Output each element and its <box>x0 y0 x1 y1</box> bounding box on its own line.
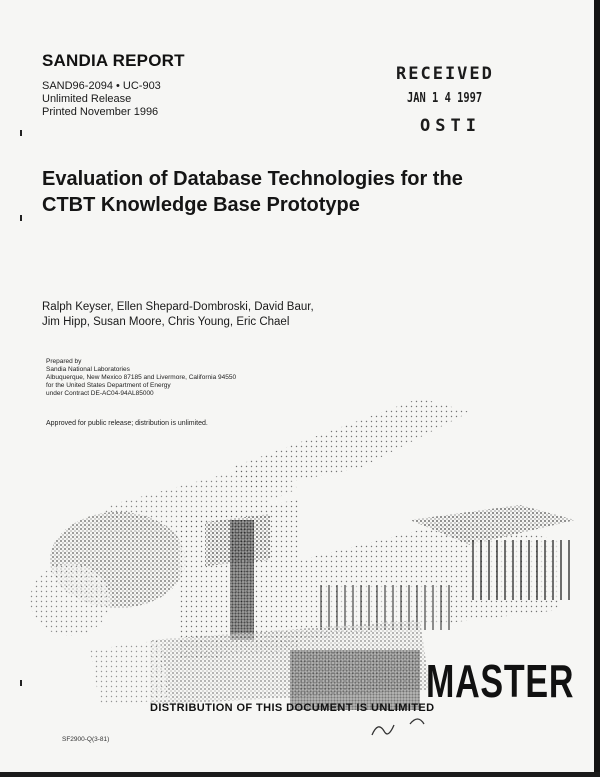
master-stamp: MASTER <box>426 655 575 707</box>
scan-bottom-edge <box>0 772 600 777</box>
authors-line-1: Ralph Keyser, Ellen Shepard-Dombroski, David Baur, <box>42 301 314 313</box>
print-date: Printed November 1996 <box>42 106 159 118</box>
received-stamp: RECEIVED <box>396 64 494 84</box>
scan-edge-shadow <box>594 0 600 777</box>
scan-mark <box>20 130 22 136</box>
received-date: JAN 1 4 1997 <box>407 91 483 106</box>
scan-mark <box>20 215 22 221</box>
sponsor-line: for the United States Department of Energy <box>46 382 171 389</box>
distribution-stamp: DISTRIBUTION OF THIS DOCUMENT IS UNLIMITED <box>150 702 435 714</box>
organization-address: Albuquerque, New Mexico 87185 and Livermore, California 94550 <box>46 374 237 381</box>
authors-line-2: Jim Hipp, Susan Moore, Chris Young, Eric Chael <box>42 316 290 328</box>
report-type-heading: SANDIA REPORT <box>42 51 185 70</box>
author-list <box>42 300 314 330</box>
document-title <box>42 166 463 218</box>
title-line-2: CTBT Knowledge Base Prototype <box>42 194 360 216</box>
form-code: SF2900-Q(3-81) <box>62 736 110 743</box>
prepared-by-block <box>46 358 236 398</box>
release-status: Unlimited Release <box>42 93 132 105</box>
osti-stamp: OSTI <box>420 116 481 136</box>
contract-number: under Contract DE-AC04-94AL85000 <box>46 390 154 397</box>
organization-name: Sandia National Laboratories <box>46 366 130 373</box>
scan-mark <box>20 680 22 686</box>
title-line-1: Evaluation of Database Technologies for the <box>42 168 463 190</box>
approval-statement: Approved for public release; distribution is unlimited. <box>46 420 208 427</box>
prepared-by-label: Prepared by <box>46 358 82 365</box>
report-number: SAND96-2094 • UC-903 <box>42 80 161 92</box>
